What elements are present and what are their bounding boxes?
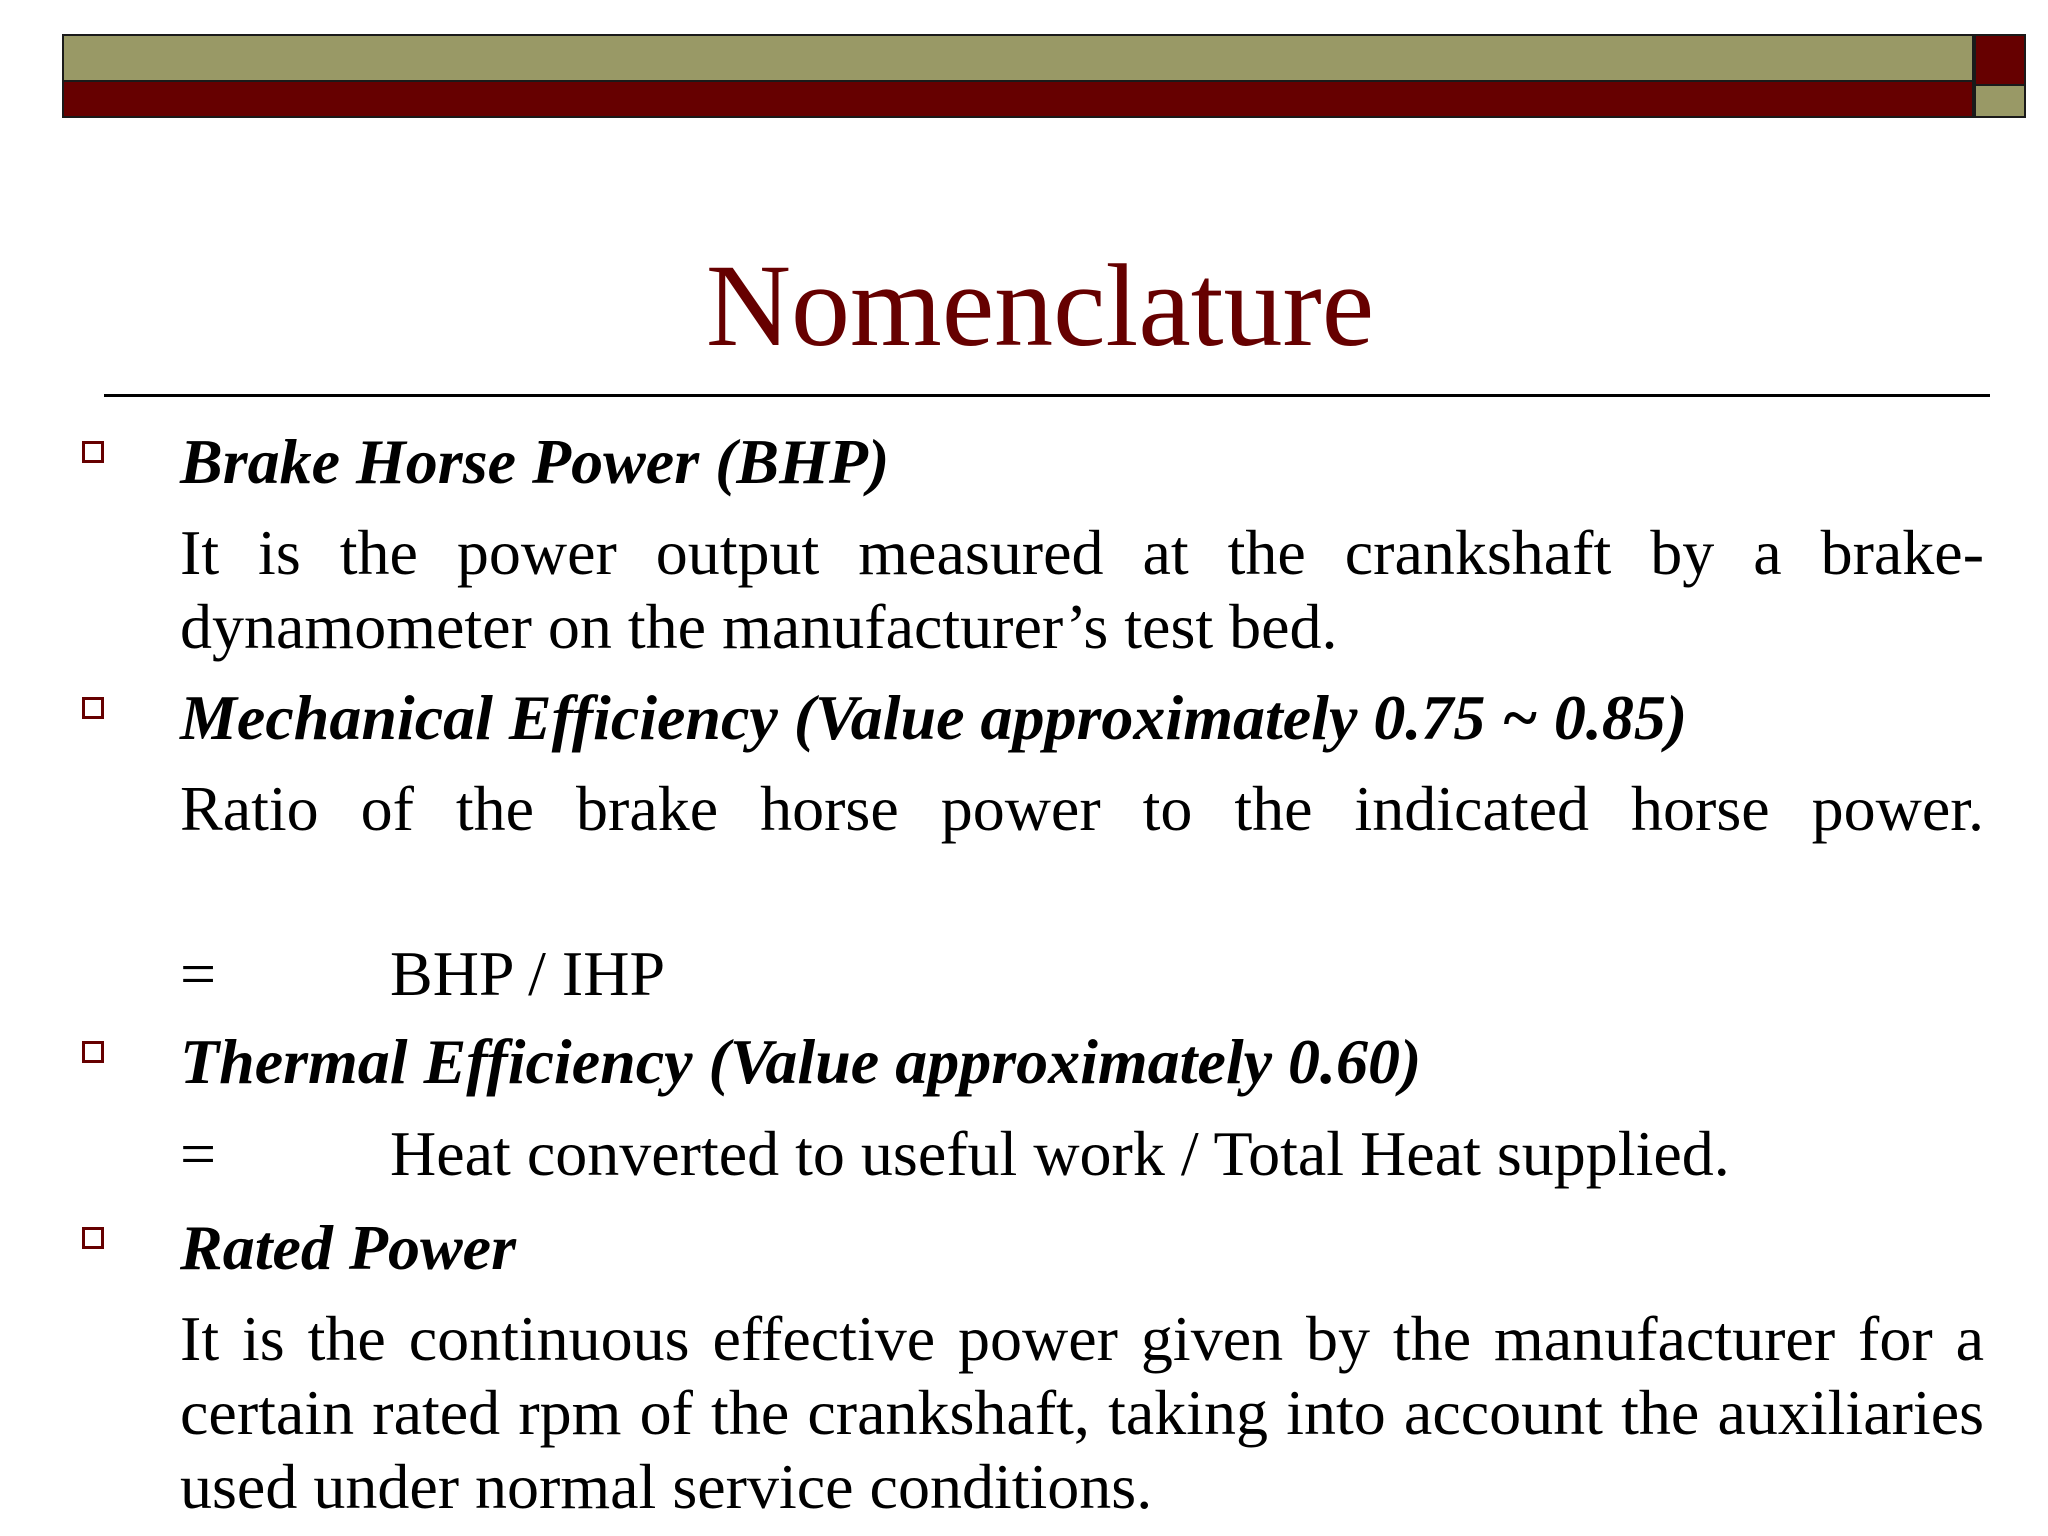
item-text-bhp: It is the power output measured at the crankshaft by a brake-dynamometer on the manufacturer’s test bed. <box>180 517 1984 662</box>
item-text-mechanical-efficiency: Ratio of the brake horse power to the indicated horse power. <box>180 773 1984 844</box>
item-heading-bhp: Brake Horse Power (BHP) <box>180 426 890 497</box>
item-text-rated-power: It is the continuous effective power given by the manufacturer for a certain rated rpm of the crankshaft, taking into account the auxiliaries used under normal service conditions. <box>180 1303 1984 1522</box>
header-bar-maroon <box>62 82 1974 118</box>
title-divider <box>104 394 1990 397</box>
item-heading-rated-power: Rated Power <box>180 1212 516 1283</box>
equals-sign: = <box>180 1118 217 1189</box>
header-bar-olive <box>62 34 1974 82</box>
formula-thermal-efficiency: Heat converted to useful work / Total Heat supplied. <box>390 1118 1730 1189</box>
header-square-maroon <box>1974 34 2026 86</box>
item-heading-thermal-efficiency: Thermal Efficiency (Value approximately 0.60) <box>180 1026 1422 1097</box>
square-bullet-icon <box>82 1041 104 1063</box>
square-bullet-icon <box>82 697 104 719</box>
slide-title: Nomenclature <box>705 240 1375 371</box>
square-bullet-icon <box>82 441 104 463</box>
square-bullet-icon <box>82 1227 104 1249</box>
equals-sign: = <box>180 938 217 1009</box>
header-square-olive <box>1974 86 2026 118</box>
item-heading-mechanical-efficiency: Mechanical Efficiency (Value approximately 0.75 ~ 0.85) <box>180 682 1688 753</box>
formula-mechanical-efficiency: BHP / IHP <box>390 938 666 1009</box>
